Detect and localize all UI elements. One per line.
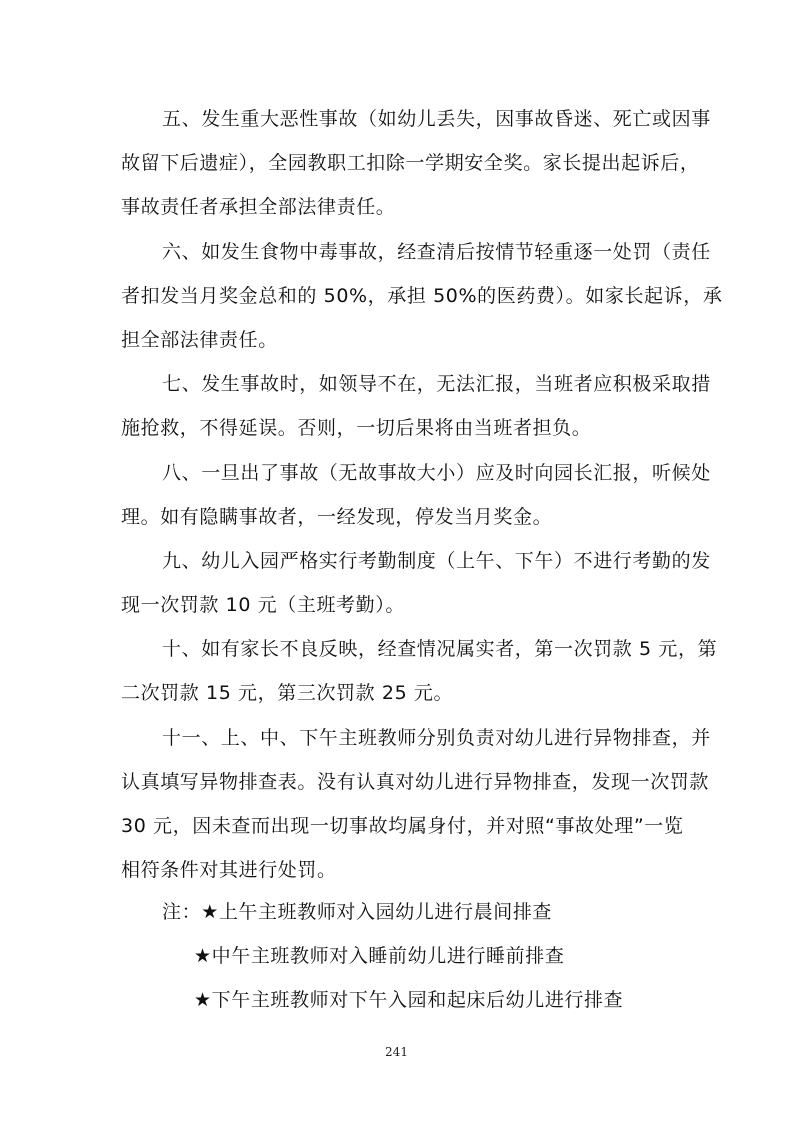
paragraph-line: 施抢救，不得延误。否则，一切后果将由当班者担负。 [121,417,592,439]
paragraph-line: 六、如发生食物中毒事故，经查清后按情节轻重逐一处罚（责任 [162,241,711,263]
paragraph-line: 担全部法律责任。 [121,329,278,351]
note-line: ★下午主班教师对下午入园和起床后幼儿进行排查 [194,989,624,1011]
paragraph-line: 理。如有隐瞒事故者，一经发现，停发当月奖金。 [121,506,553,528]
paragraph-line: 事故责任者承担全部法律责任。 [121,196,396,218]
paragraph-line: 认真填写异物排查表。没有认真对幼儿进行异物排查，发现一次罚款 [121,771,710,793]
paragraph-line: 十、如有家长不良反映，经查情况属实者，第一次罚款 5 元，第 [162,638,718,660]
paragraph-line: 十一、上、中、下午主班教师分别负责对幼儿进行异物排查，并 [162,727,711,749]
paragraph-line: 现一次罚款 10 元（主班考勤）。 [121,594,405,616]
paragraph-line: 相符条件对其进行处罚。 [121,859,337,881]
paragraph-line: 者扣发当月奖金总和的 50%，承担 50%的医药费）。如家长起诉，承 [121,285,723,307]
note-line: ★中午主班教师对入睡前幼儿进行睡前排查 [194,945,565,967]
page-number: 241 [385,1045,408,1059]
paragraph-line: 二次罚款 15 元，第三次罚款 25 元。 [121,682,454,704]
paragraph-line: 七、发生事故时，如领导不在，无法汇报，当班者应积极采取措 [162,373,711,395]
paragraph-line: 八、一旦出了事故（无故事故大小）应及时向园长汇报，听候处 [162,462,711,484]
paragraph-line: 30 元，因未查而出现一切事故均属身付，并对照“事故处理”一览 [121,815,684,837]
paragraph-line: 九、幼儿入园严格实行考勤制度（上午、下午）不进行考勤的发 [162,550,711,572]
paragraph-line: 五、发生重大恶性事故（如幼儿丢失，因事故昏迷、死亡或因事 [162,108,711,130]
note-line: 注：★上午主班教师对入园幼儿进行晨间排查 [162,901,553,923]
paragraph-line: 故留下后遗症），全园教职工扣除一学期安全奖。家长提出起诉后， [121,152,700,174]
